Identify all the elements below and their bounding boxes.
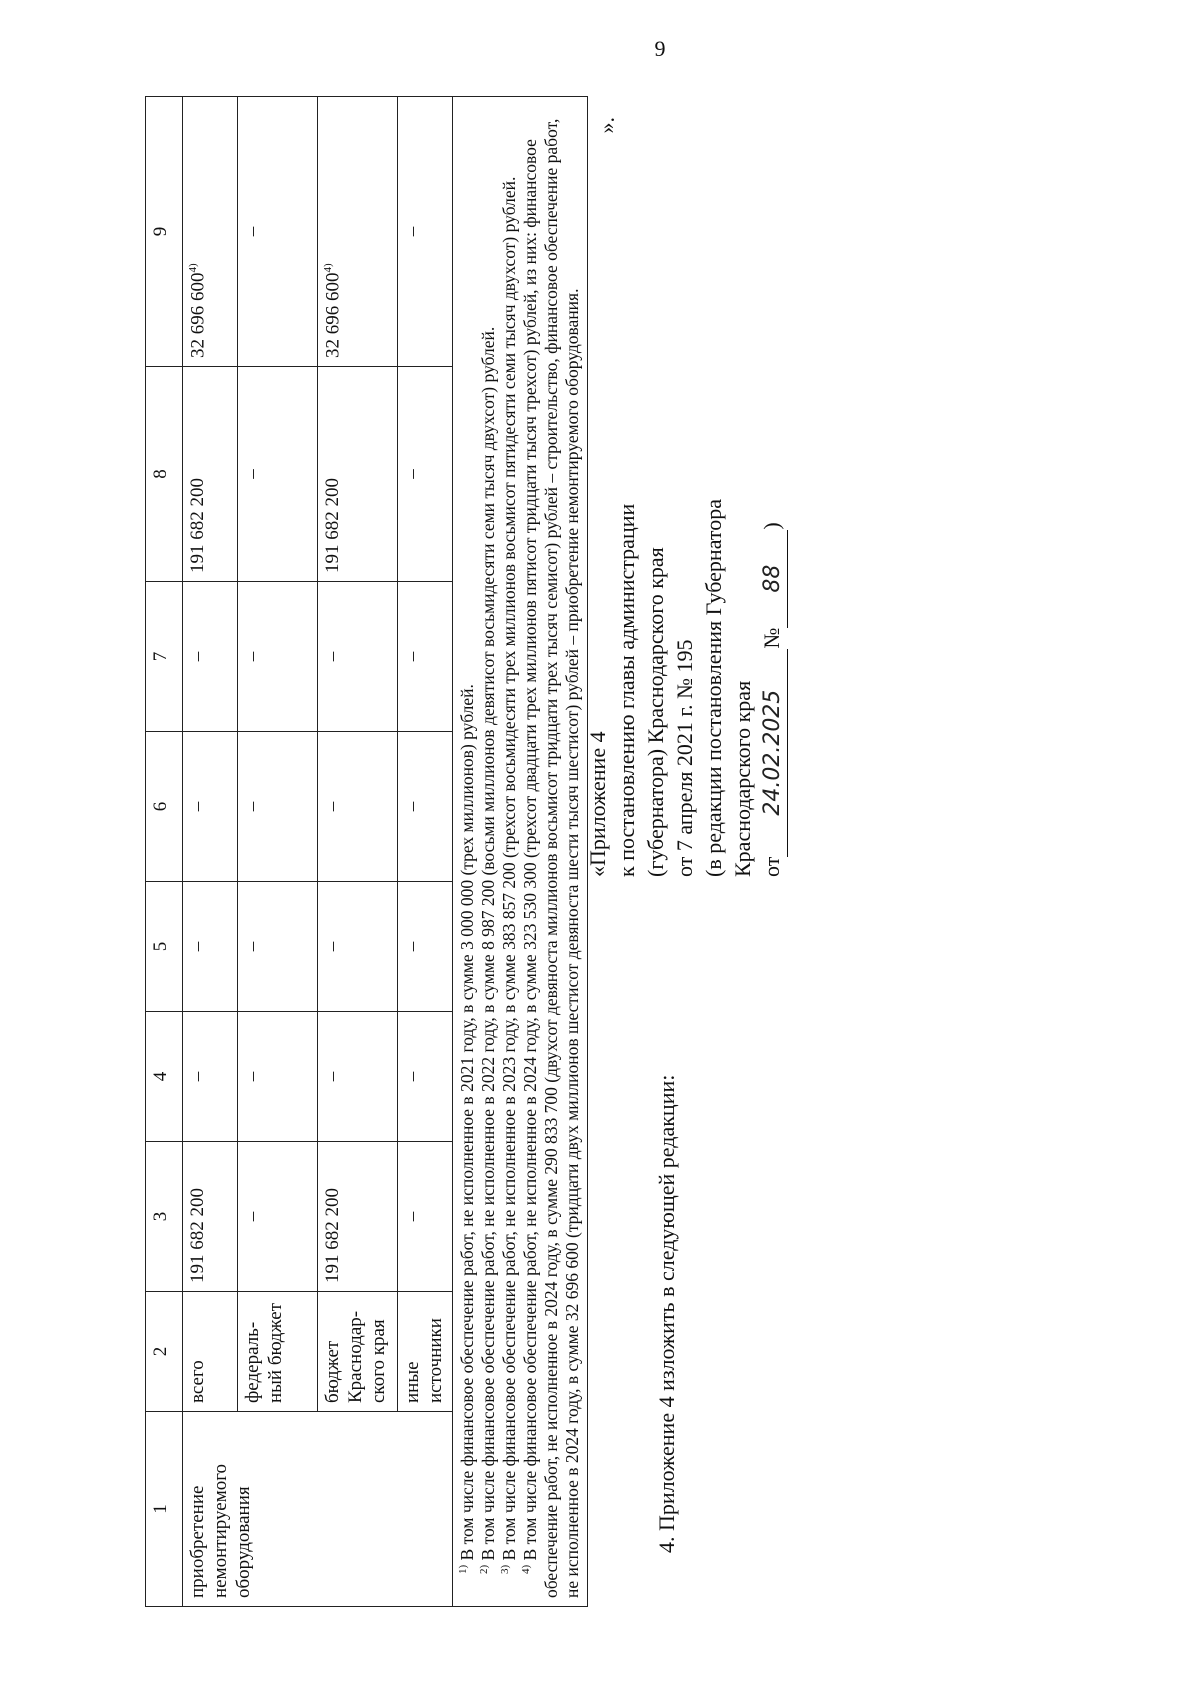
value-cell: – [398,1012,453,1142]
appendix-header [583,499,788,877]
value-cell: – [183,732,238,882]
footnotes-cell [453,97,588,1607]
budget-table [145,96,588,1607]
footnote [499,105,520,1598]
page-number: 9 [654,36,666,61]
col-header-9: 9 [146,97,183,367]
value-cell: – [183,882,238,1012]
source-cell: иные источники [398,1292,453,1412]
header-row [146,97,183,1607]
value-cell: – [238,582,318,732]
value-cell: – [238,97,318,367]
col-header-5: 5 [146,882,183,1012]
table-row [183,97,238,1607]
col-header-1: 1 [146,1412,183,1607]
value-cell: – [238,1012,318,1142]
footnote-mark: 4) [322,263,334,273]
item4-paragraph: 4. Приложение 4 изложить в следующей редакции: [654,1074,679,1553]
value-cell: 191 682 200 [183,367,238,582]
value-text: 32 696 600 [187,272,209,358]
value-cell: – [318,882,398,1012]
value-cell: – [318,582,398,732]
value-cell: – [398,367,453,582]
closing-quote: ». [594,117,619,134]
number-prefix: № [759,627,785,649]
value-cell: 191 682 200 [318,367,398,582]
value-cell: – [183,1012,238,1142]
value-cell: 191 682 200 [318,1142,398,1292]
handwritten-number: 88 [758,530,788,628]
appendix-line: (в редакции постановления Губернатора [701,499,727,877]
footnote [478,105,499,1598]
row-label: приобретение немонтируемого оборудования [183,1412,453,1607]
value-cell: – [318,732,398,882]
value-cell: – [318,1012,398,1142]
appendix-line: (губернатора) Краснодарского края [643,547,669,877]
value-cell: – [398,882,453,1012]
value-cell: 191 682 200 [183,1142,238,1292]
handwritten-date: 24.02.2025 [758,649,788,857]
from-prefix: от [759,856,785,877]
value-cell: – [238,1142,318,1292]
value-cell: – [398,97,453,367]
footnote [457,105,478,1598]
value-cell: – [183,582,238,732]
appendix-line: Краснодарского края [730,680,756,877]
col-header-6: 6 [146,732,183,882]
col-header-3: 3 [146,1142,183,1292]
rotated-landscape-content [145,97,820,1607]
appendix-line: к постановлению главы администрации [614,503,640,877]
table-row [238,97,318,1607]
col-header-2: 2 [146,1292,183,1412]
value-cell: – [238,882,318,1012]
value-cell: – [398,732,453,882]
close-paren: ) [759,522,785,530]
appendix-date-line [757,499,788,877]
value-cell: – [398,1142,453,1292]
appendix-line: «Приложение 4 [585,731,610,877]
value-text: 32 696 600 [322,272,344,358]
value-cell [318,97,398,367]
appendix-line: от 7 апреля 2021 г. № 195 [672,639,698,877]
value-cell: – [238,367,318,582]
footnote-text: В том числе финансовое обеспечение работ, не исполненное в 2022 году, в сумме 8 987 200 (восьми миллионов девятисот восьмидесяти семи тысяч двухсот) рублей. [478,326,498,1561]
value-cell: – [398,582,453,732]
value-cell [183,97,238,367]
source-cell: всего [183,1292,238,1412]
footnotes-row [453,97,588,1607]
footnote-mark: 4) [520,1564,533,1574]
footnote-mark: 4) [187,263,199,273]
footnote-text: В том числе финансовое обеспечение работ, не исполненное в 2024 году, в сумме 323 530 300 (трехсот двадцати трех миллионов пятисот тридцати тысяч трехсот) рублей, из них: финансовое обеспечение работ, не исполненное в 2024 году, в сумме 290 833 700 (двухсот девяноста миллионов восьмисот тридцати трех тысяч семисот) рублей – строительство, финансовое обеспечение работ, не исполненное в 2024 году, в сумме 32 696 600 (тридцати двух миллионов шестисот девяноста шести тысяч шестисот) рублей – приобретение немонтируемого оборудования. [520,118,582,1598]
col-header-7: 7 [146,582,183,732]
source-cell: бюджет Краснодар-ского края [318,1292,398,1412]
footnote [520,105,583,1598]
footnote-mark: 2) [478,1564,491,1574]
footnote-text: В том числе финансовое обеспечение работ, не исполненное в 2023 году, в сумме 383 857 200 (трехсот восьмидесяти трех миллионов восьмисот пятидесяти семи тысяч двухсот) рублей. [499,176,519,1561]
source-cell: федераль-ный бюджет [238,1292,318,1412]
col-header-8: 8 [146,367,183,582]
value-cell: – [238,732,318,882]
table-row [318,97,398,1607]
footnote-mark: 3) [499,1564,512,1574]
col-header-4: 4 [146,1012,183,1142]
table-row [398,97,453,1607]
footnote-mark: 1) [457,1564,470,1574]
footnote-text: В том числе финансовое обеспечение работ, не исполненное в 2021 году, в сумме 3 000 000 (трех миллионов) рублей. [457,684,477,1561]
